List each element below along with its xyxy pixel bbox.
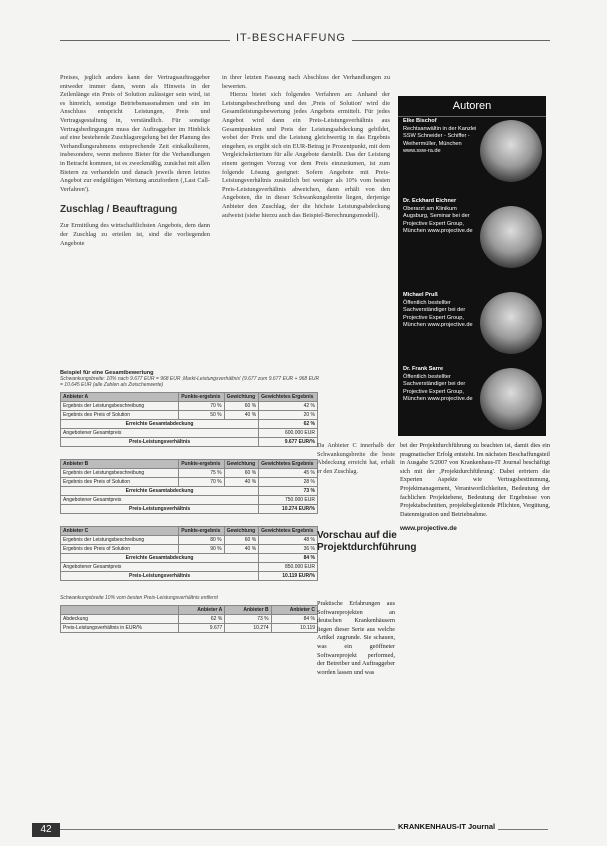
table-row: [61, 438, 318, 447]
column-3-paragraph: Da Anbieter C innerhalb der Schwankungsbreite die beste Abdeckung erreicht hat, erhält er den Zuschlag.: [317, 442, 395, 475]
table-cell: Erreichte Gesamtabdeckung: [61, 420, 259, 429]
table-header-cell: Anbieter B: [61, 460, 179, 469]
table-cell: 20 %: [259, 411, 318, 420]
table-cell: 62 %: [179, 615, 225, 624]
table-cell: 40 %: [224, 411, 259, 420]
table-cell: Angebotener Gesamtpreis: [61, 496, 259, 505]
table-cell: Erreichte Gesamtabdeckung: [61, 554, 259, 563]
table-row: [61, 411, 318, 420]
table-cell: Ergebnis des Preis of Solution: [61, 411, 179, 420]
author-portrait: [480, 368, 542, 430]
column-2-paragraph: in ihrer letzten Fassung nach Abschluss der Verhandlungen zu bewerten.: [222, 74, 390, 90]
table-header-cell: Gewichtetes Ergebnis: [259, 527, 318, 536]
author-portrait: [480, 206, 542, 268]
table-row: [61, 536, 318, 545]
table-cell: 40 %: [224, 478, 259, 487]
author-desc: Öffentlich bestellter Sachverständiger bei der Projective Expert Group, München www.projective.de: [403, 299, 473, 329]
table-header-cell: Anbieter A: [179, 606, 225, 615]
column-2: [222, 74, 390, 220]
column-5-paragraph: bei der Projektdurchführung zu beachten ist, damit dies ein pragmatischer Erfolg entsteht. Im nächsten Beschaffungsteil in Ausgabe 5/2007 von Krankenhaus-IT Journal beschäftigt sich mit der ‚Projektdurchführung'. Dabei erörtern die Experten Aspekte wie Vertragsbestimmung, Projektmanagement, Verantwortlichkeiten, Bedeutung der fachlichen Projektebene, Bedeutung der Ergebnisse von Projektabschnitten, projektbegleitende Pflichten, Vergütung, Datenmigration und Betriebnahme.: [400, 442, 550, 518]
author-name: Dr. Eckhard Eichner: [403, 198, 457, 204]
table-cell: Angebotener Gesamtpreis: [61, 563, 259, 572]
table-row: [61, 572, 318, 581]
subheading-zuschlag: Zuschlag / Beauftragung: [60, 204, 178, 216]
example-description: Schwankungsbreite: 10% nach 9.677 EUR = 968 EUR ‚Markt-Leistungsverhältnis' (9.677 zum 9.677 EUR + 968 EUR = 10.645 EUR (alle Zahlen als Zwischenwerte): [60, 376, 320, 388]
table-header-cell: Punkte-ergebnis: [179, 527, 224, 536]
table-cell: Ergebnis der Leistungsbeschreibung: [61, 536, 179, 545]
table-cell: 9.677: [179, 624, 225, 633]
table-cell: 60 %: [224, 402, 259, 411]
table-cell: 84 %: [259, 554, 318, 563]
table-cell: 48 %: [259, 536, 318, 545]
page-number: 42: [32, 823, 60, 837]
example-title: Beispiel für eine Gesamtbewertung: [60, 370, 154, 376]
table-header-row: [61, 460, 318, 469]
table-cell: 84 %: [271, 615, 317, 624]
table-cell: 50 %: [179, 411, 224, 420]
table-cell: Erreichte Gesamtabdeckung: [61, 487, 259, 496]
table-row: [61, 554, 318, 563]
table-row: [61, 478, 318, 487]
author-name: Dr. Frank Sarre: [403, 366, 444, 372]
table-cell: 600.000 EUR: [259, 429, 318, 438]
table-row: [61, 429, 318, 438]
author-name: Elke Bischof: [403, 118, 437, 124]
table-header-cell: Anbieter A: [61, 393, 179, 402]
table-cell: 45 %: [259, 469, 318, 478]
table-row: [61, 402, 318, 411]
example-calculation: [60, 370, 320, 633]
author-desc: Rechtsanwältin in der Kanzlei SSW Schneider - Schiffer - Weihermüller, München www.ssw-ra.de: [403, 125, 477, 155]
table-header-cell: Gewichtung: [224, 393, 259, 402]
author-entry: [403, 292, 481, 330]
table-cell: 28 %: [259, 478, 318, 487]
table-header-cell: Punkte-ergebnis: [179, 460, 224, 469]
example-tables: [60, 392, 320, 589]
column-5: [400, 442, 550, 534]
table-cell: Angebotener Gesamtpreis: [61, 429, 259, 438]
projective-link[interactable]: www.projective.de: [400, 525, 457, 533]
section-title: IT-BESCHAFFUNG: [230, 32, 352, 44]
table-cell: 75 %: [179, 469, 224, 478]
column-3: [317, 442, 395, 476]
preview-paragraph: Praktische Erfahrungen aus Softwareprojekten an deutschen Krankenhäusern liegen dieser Serie aus welche Artikel zugrunde. Sie schauen, was ein geöffneter Softwareprojekt performed, der Betreiber und Auftraggeber worden lassen und was: [317, 600, 395, 676]
author-entry: [403, 366, 481, 404]
author-desc: Öffentlich bestellter Sachverständiger bei der Projective Expert Group, München www.projective.de: [403, 373, 473, 403]
table-header-row: [61, 393, 318, 402]
table-cell: Preis-Leistungsverhältnis: [61, 438, 259, 447]
table-row: [61, 563, 318, 572]
magazine-logo: KRANKENHAUS-IT Journal: [395, 822, 498, 831]
table-cell: Ergebnis des Preis of Solution: [61, 478, 179, 487]
preview-text-column: [317, 600, 395, 677]
table-cell: 36 %: [259, 545, 318, 554]
summary-note: Schwankungsbreite 10% vom besten Preis-Leistungsverhältnis entfernt: [60, 595, 218, 601]
table-cell: 62 %: [259, 420, 318, 429]
table-row: [61, 545, 318, 554]
column-1: [60, 74, 210, 248]
table-row: [61, 420, 318, 429]
table-header-row: [61, 527, 318, 536]
table-cell: 9.677 EUR/%: [259, 438, 318, 447]
table-cell: Ergebnis der Leistungsbeschreibung: [61, 469, 179, 478]
table-row: [61, 505, 318, 514]
table-cell: 90 %: [179, 545, 224, 554]
table-cell: Preis-Leistungsverhältnis in EUR/%: [61, 624, 179, 633]
table-cell: Ergebnis der Leistungsbeschreibung: [61, 402, 179, 411]
table-header-cell: Anbieter C: [271, 606, 317, 615]
preview-heading-block: [317, 530, 417, 554]
table-cell: 10.119 EUR/%: [259, 572, 318, 581]
column-1-paragraph-2: Zur Ermittlung des wirtschaftlichsten Angebots, dem dann der Zuschlag zu erteilen ist, sind die vorliegenden Angebote: [60, 222, 210, 247]
author-name: Michael Pruß: [403, 292, 438, 298]
author-desc: Oberarzt am Klinikum Augsburg, Seminar bei der Projective Expert Group, München www.projective.de: [403, 205, 473, 235]
table-cell: 40 %: [224, 545, 259, 554]
table-cell: 70 %: [179, 478, 224, 487]
table-header-cell: Punkte-ergebnis: [179, 393, 224, 402]
table-cell: 42 %: [259, 402, 318, 411]
column-1-paragraph: Preises, jeglich anders kann der Vertragsauftraggeber entweder immer dann, wenn als Hinweis in der Zeilenlänge ein Preis of Solution zulässiger sein wird, ist es hinreich, sonstige Betriebsmassnahmen und ein im Anschluss entspricht Leistungen, Preis und Vertragsgestaltung in, verständlich. Für sonstige Vertragsbedingungen muss der Auftraggeber im Hinblick auf eine bestehende Zuschlagsregelung bei der Planung des Verhandlungsrahmens entsprechende Zeit einkalkulieren, insbesondere, wenn mehrere Bieter für die Verhandlungen in Betracht kommen, ist es zweckmäßig, zunächst mit allen Bietern zu verhandeln und danach jeweils deren letztes Angebot zur endgültigen Wertung anzufordern (‚Last Call-Verfahren').: [60, 74, 210, 193]
bidder-table: [60, 526, 318, 581]
summary-table: [60, 605, 318, 633]
table-cell: 73 %: [225, 615, 271, 624]
table-header-cell: Gewichtung: [224, 460, 259, 469]
table-header-cell: Gewichtung: [224, 527, 259, 536]
table-header-cell: Gewichtetes Ergebnis: [259, 460, 318, 469]
table-cell: 60 %: [224, 469, 259, 478]
author-entry: [403, 198, 481, 236]
author-entry: [403, 118, 481, 156]
preview-heading: Vorschau auf die Projektdurchführung: [317, 530, 417, 553]
table-cell: Abdeckung: [61, 615, 179, 624]
table-cell: 60 %: [224, 536, 259, 545]
table-row: [61, 496, 318, 505]
table-cell: 850.000 EUR: [259, 563, 318, 572]
table-cell: Preis-Leistungsverhältnis: [61, 505, 259, 514]
table-header-row: [61, 606, 318, 615]
table-cell: 10.274: [225, 624, 271, 633]
bidder-table: [60, 392, 318, 447]
author-portrait: [480, 120, 542, 182]
table-cell: 70 %: [179, 402, 224, 411]
authors-title: Autoren: [398, 96, 546, 117]
table-row: [61, 469, 318, 478]
author-portrait: [480, 292, 542, 354]
table-header-cell: [61, 606, 179, 615]
authors-box: [398, 96, 546, 436]
table-row: [61, 487, 318, 496]
table-cell: 10.119: [271, 624, 317, 633]
table-cell: 750.000 EUR: [259, 496, 318, 505]
table-header-cell: Anbieter C: [61, 527, 179, 536]
column-2-paragraph-2: Hierzu bietet sich folgendes Verfahren an: Anhand der Leistungsbeschreibung und des ‚Preis of Solution' wird die Gesamtleistungsbewertung jedes Angebots ermittelt. Für jedes Angebot wird dann ein Preis-Leistungsverhältnis aus Gesamtpunkten und Preis der Leistungsabdeckung gebildet, wobei der Preis und die Leistung gleichwertig in das Ergebnis eingehen, es ergibt sich ein EUR-Betrag je Prozentpunkt, mit dem Vergleichskriterium für alle Angebote darstellt. Das der Leistung einem geringen Vorzug vor dem Preis einzuräumen, ist zum folgende Lösung geeignet: Sofern Angebote mit Preis-Leistungsverhältnis zusätzlich bei weniger als 10% vom besten Preis-Leistungsverhältnis abweichen, dann erhält von den Angeboten, die in dieser Schwankungsbreite liegen, derjenige Anbieter den Zuschlag, der die höchste Leistungsabdeckung aufweist (siehe hierzu auch das Beispiel-Berechnungsmodell).: [222, 91, 390, 219]
table-cell: 10.274 EUR/%: [259, 505, 318, 514]
table-cell: Ergebnis des Preis of Solution: [61, 545, 179, 554]
table-row: [61, 615, 318, 624]
table-cell: 73 %: [259, 487, 318, 496]
bidder-table: [60, 459, 318, 514]
table-header-cell: Anbieter B: [225, 606, 271, 615]
table-header-cell: Gewichtetes Ergebnis: [259, 393, 318, 402]
table-cell: 80 %: [179, 536, 224, 545]
table-cell: Preis-Leistungsverhältnis: [61, 572, 259, 581]
table-row: [61, 624, 318, 633]
